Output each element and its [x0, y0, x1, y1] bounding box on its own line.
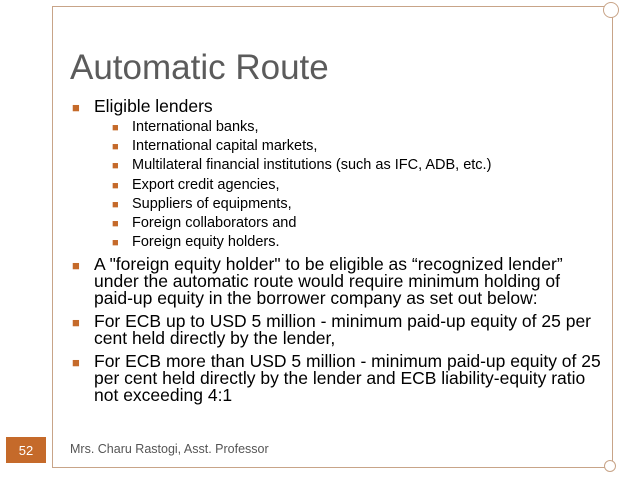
- bullet-icon: ■: [112, 179, 119, 192]
- sub-bullet-text: International banks,: [132, 119, 259, 135]
- bullet-item: [72, 313, 602, 347]
- sub-bullet-text: Multilateral financial institutions (such as IFC, ADB, etc.): [132, 157, 492, 174]
- sub-bullet-text: Foreign collaborators and: [132, 214, 297, 231]
- sub-bullet-item: [112, 196, 602, 212]
- bullet-item: [72, 353, 602, 404]
- bullet-icon: ■: [72, 258, 80, 274]
- bullet-text: For ECB up to USD 5 million - minimum paid-up equity of 25 per cent held directly by the lender,: [94, 311, 592, 349]
- sub-bullet-item: [112, 215, 602, 231]
- sub-bullet-text: Suppliers of equipments,: [132, 195, 292, 212]
- bullet-icon: ■: [72, 355, 80, 371]
- sub-bullet-list: [94, 119, 602, 250]
- sub-bullet-text: Export credit agencies,: [132, 176, 280, 193]
- sub-bullet-text: Foreign equity holders.: [132, 234, 280, 251]
- bullet-text: For ECB more than USD 5 million - minimum paid-up equity of 25 per cent held directly by the lender and ECB liability-equity ratio not exceeding 4:1: [94, 351, 601, 406]
- sub-bullet-item: [112, 138, 602, 154]
- bullet-icon: ■: [112, 237, 119, 250]
- corner-circle-icon: [603, 2, 619, 18]
- slide-border-top: [52, 6, 612, 7]
- slide-border-right: [612, 6, 613, 466]
- footer-author: Mrs. Charu Rastogi, Asst. Professor: [70, 442, 269, 456]
- sub-bullet-item: [112, 234, 602, 250]
- slide-border-bottom: [52, 467, 607, 468]
- bullet-item: [72, 256, 602, 307]
- sub-bullet-item: [112, 157, 602, 173]
- bullet-icon: ■: [112, 160, 119, 173]
- sub-bullet-item: [112, 119, 602, 135]
- slide-number-badge: 52: [6, 437, 46, 463]
- bullet-icon: ■: [72, 315, 80, 331]
- bullet-text: Eligible lenders: [94, 96, 213, 116]
- corner-circle-bottom-icon: [604, 460, 616, 472]
- bullet-icon: ■: [112, 217, 119, 230]
- bullet-item: [72, 98, 602, 250]
- bullet-icon: ■: [112, 122, 119, 134]
- bullet-icon: ■: [112, 198, 119, 211]
- bullet-icon: ■: [72, 100, 80, 115]
- sub-bullet-text: International capital markets,: [132, 138, 318, 155]
- bullet-text: A "foreign equity holder" to be eligible as “recognized lender” under the automatic route would require minimum holding of paid-up equity in the borrower company as set out below:: [94, 254, 563, 309]
- bullet-icon: ■: [112, 141, 119, 154]
- slide-content: [72, 98, 602, 410]
- slide-border-left: [52, 6, 53, 468]
- slide-title: Automatic Route: [70, 48, 329, 87]
- sub-bullet-item: [112, 177, 602, 193]
